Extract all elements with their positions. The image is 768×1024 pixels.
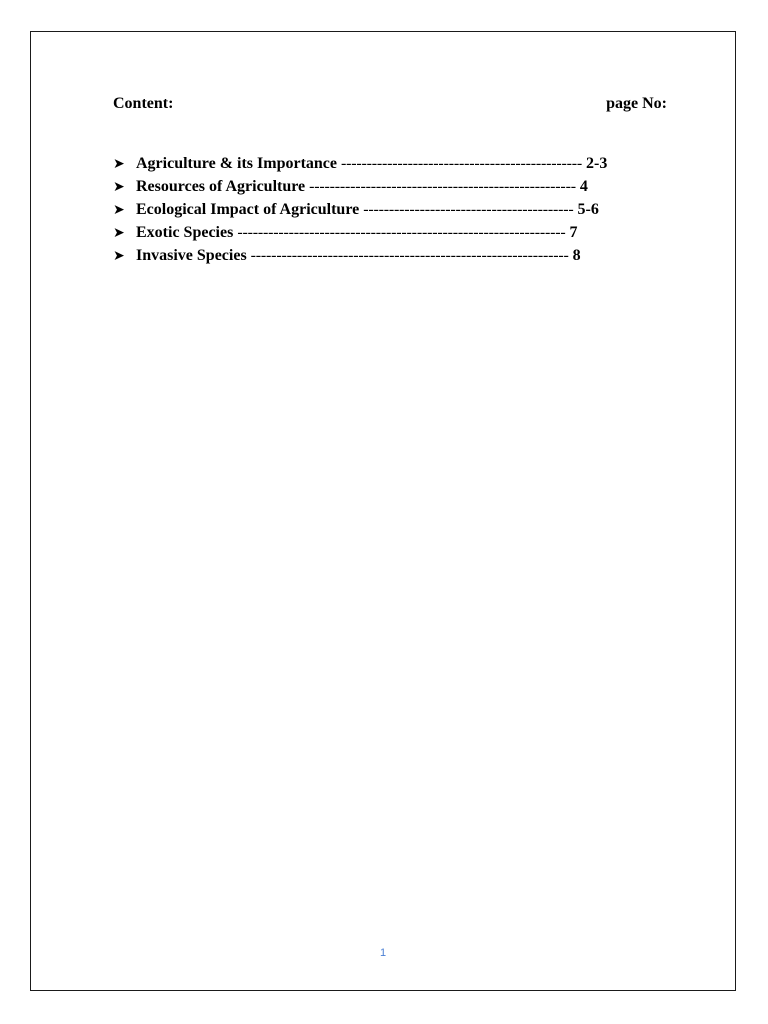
toc-leader: ---------------------------------------------------- — [309, 178, 576, 195]
toc-entry-title: Agriculture & its Importance — [136, 155, 337, 172]
document-page — [30, 31, 736, 991]
toc-entry-title: Resources of Agriculture — [136, 178, 306, 195]
table-of-contents — [113, 155, 607, 270]
toc-leader: ----------------------------------------------- — [341, 155, 583, 172]
toc-entry-title: Invasive Species — [136, 247, 247, 264]
toc-entry-page: 2-3 — [586, 155, 608, 172]
arrowhead-bullet-icon: ➤ — [113, 156, 125, 172]
toc-entry — [113, 224, 607, 247]
toc-entry-page: 4 — [579, 178, 588, 195]
toc-leader: ----------------------------------------- — [363, 201, 574, 218]
contents-heading: Content: — [113, 95, 174, 112]
toc-leader: ---------------------------------------------------------------- — [237, 224, 566, 241]
toc-entry-page: 5-6 — [577, 201, 599, 218]
toc-entry — [113, 201, 607, 224]
toc-leader: -------------------------------------------------------------- — [250, 247, 569, 264]
toc-entry-title: Ecological Impact of Agriculture — [136, 201, 360, 218]
toc-entry-title: Exotic Species — [136, 224, 234, 241]
toc-entry-page: 8 — [572, 247, 581, 264]
toc-entry — [113, 247, 607, 270]
page-number-heading: page No: — [606, 95, 667, 112]
arrowhead-bullet-icon: ➤ — [113, 202, 125, 218]
footer-page-number: 1 — [379, 947, 387, 959]
arrowhead-bullet-icon: ➤ — [113, 179, 125, 195]
toc-entry — [113, 178, 607, 201]
arrowhead-bullet-icon: ➤ — [113, 248, 125, 264]
toc-entry — [113, 155, 607, 178]
arrowhead-bullet-icon: ➤ — [113, 225, 125, 241]
toc-entry-page: 7 — [569, 224, 578, 241]
